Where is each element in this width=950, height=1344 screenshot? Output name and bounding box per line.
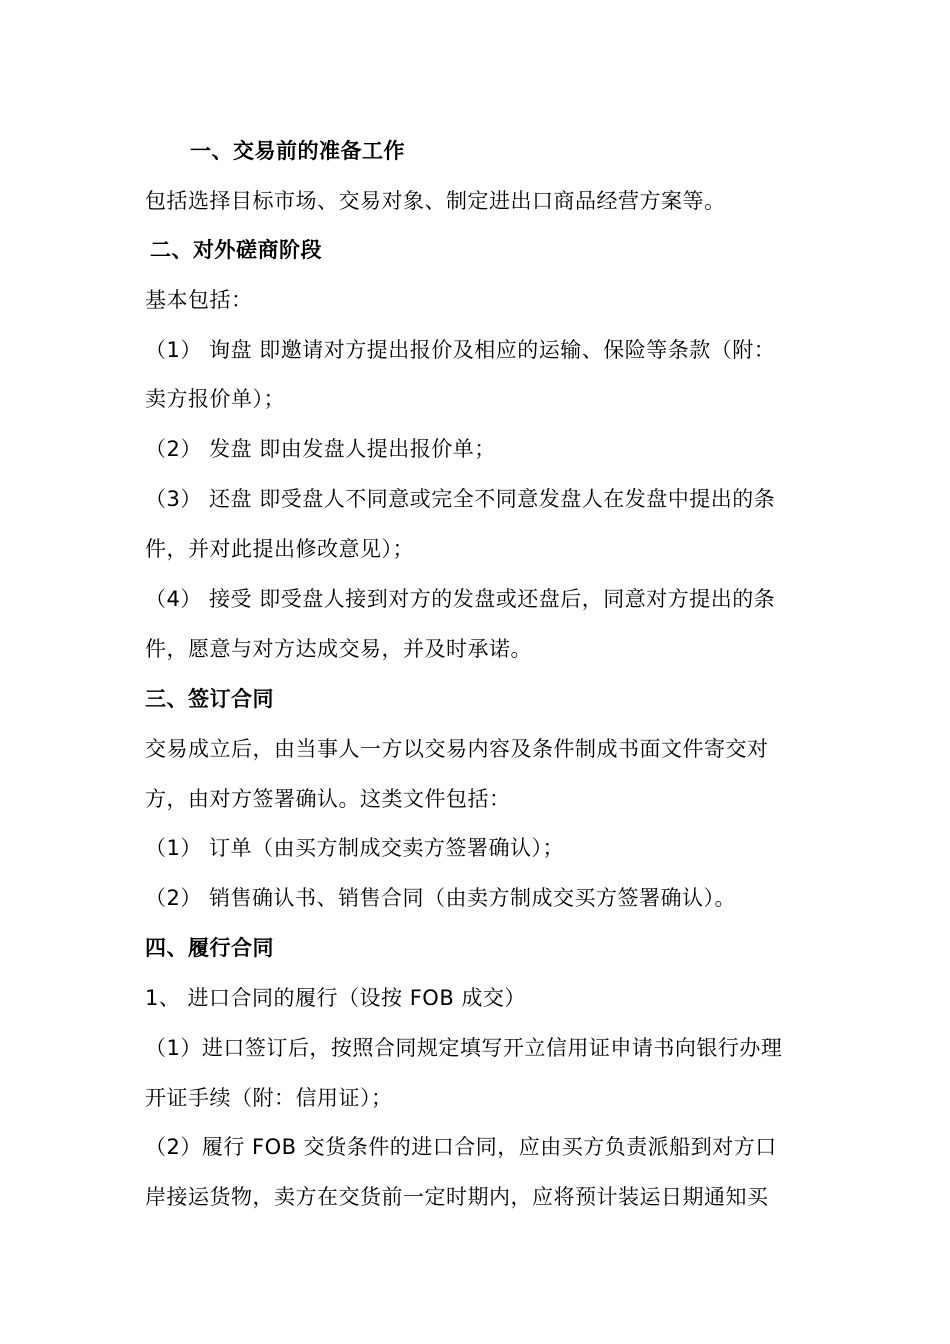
- list-item: （1） 询盘 即邀请对方提出报价及相应的运输、保险等条款（附：: [145, 338, 776, 362]
- section-1-heading: 一、交易前的准备工作: [190, 139, 405, 163]
- section-3-body-line: 方，由对方签署确认。这类文件包括：: [145, 787, 511, 811]
- list-item: 卖方报价单）；: [145, 387, 285, 411]
- section-2-heading: 二、对外磋商阶段: [150, 238, 322, 262]
- section-4-subheading: 1、 进口合同的履行（设按 FOB 成交）: [145, 986, 526, 1010]
- section-4-heading: 四、履行合同: [145, 936, 274, 960]
- section-2-intro: 基本包括：: [145, 288, 253, 312]
- list-item: （2） 销售确认书、销售合同（由卖方制成交买方签署确认）。: [145, 886, 737, 910]
- list-item: 件，并对此提出修改意见）；: [145, 537, 414, 561]
- list-item: （1）进口签订后，按照合同规定填写开立信用证申请书向银行办理: [145, 1036, 783, 1060]
- section-3-heading: 三、签订合同: [145, 687, 274, 711]
- list-item: 件，愿意与对方达成交易，并及时承诺。: [145, 637, 532, 661]
- list-item: （1） 订单（由买方制成交卖方签署确认）；: [145, 836, 565, 860]
- list-item: （2） 发盘 即由发盘人提出报价单；: [145, 437, 496, 461]
- list-item: 开证手续（附：信用证）；: [145, 1086, 393, 1110]
- list-item: 岸接运货物，卖方在交货前一定时期内，应将预计装运日期通知买: [145, 1185, 769, 1209]
- section-1-body: 包括选择目标市场、交易对象、制定进出口商品经营方案等。: [145, 189, 726, 213]
- section-3-body-line: 交易成立后，由当事人一方以交易内容及条件制成书面文件寄交对: [145, 737, 769, 761]
- list-item: （3） 还盘 即受盘人不同意或完全不同意发盘人在发盘中提出的条: [145, 487, 776, 511]
- list-item: （4） 接受 即受盘人接到对方的发盘或还盘后，同意对方提出的条: [145, 587, 776, 611]
- list-item: （2）履行 FOB 交货条件的进口合同，应由买方负责派船到对方口: [145, 1135, 777, 1159]
